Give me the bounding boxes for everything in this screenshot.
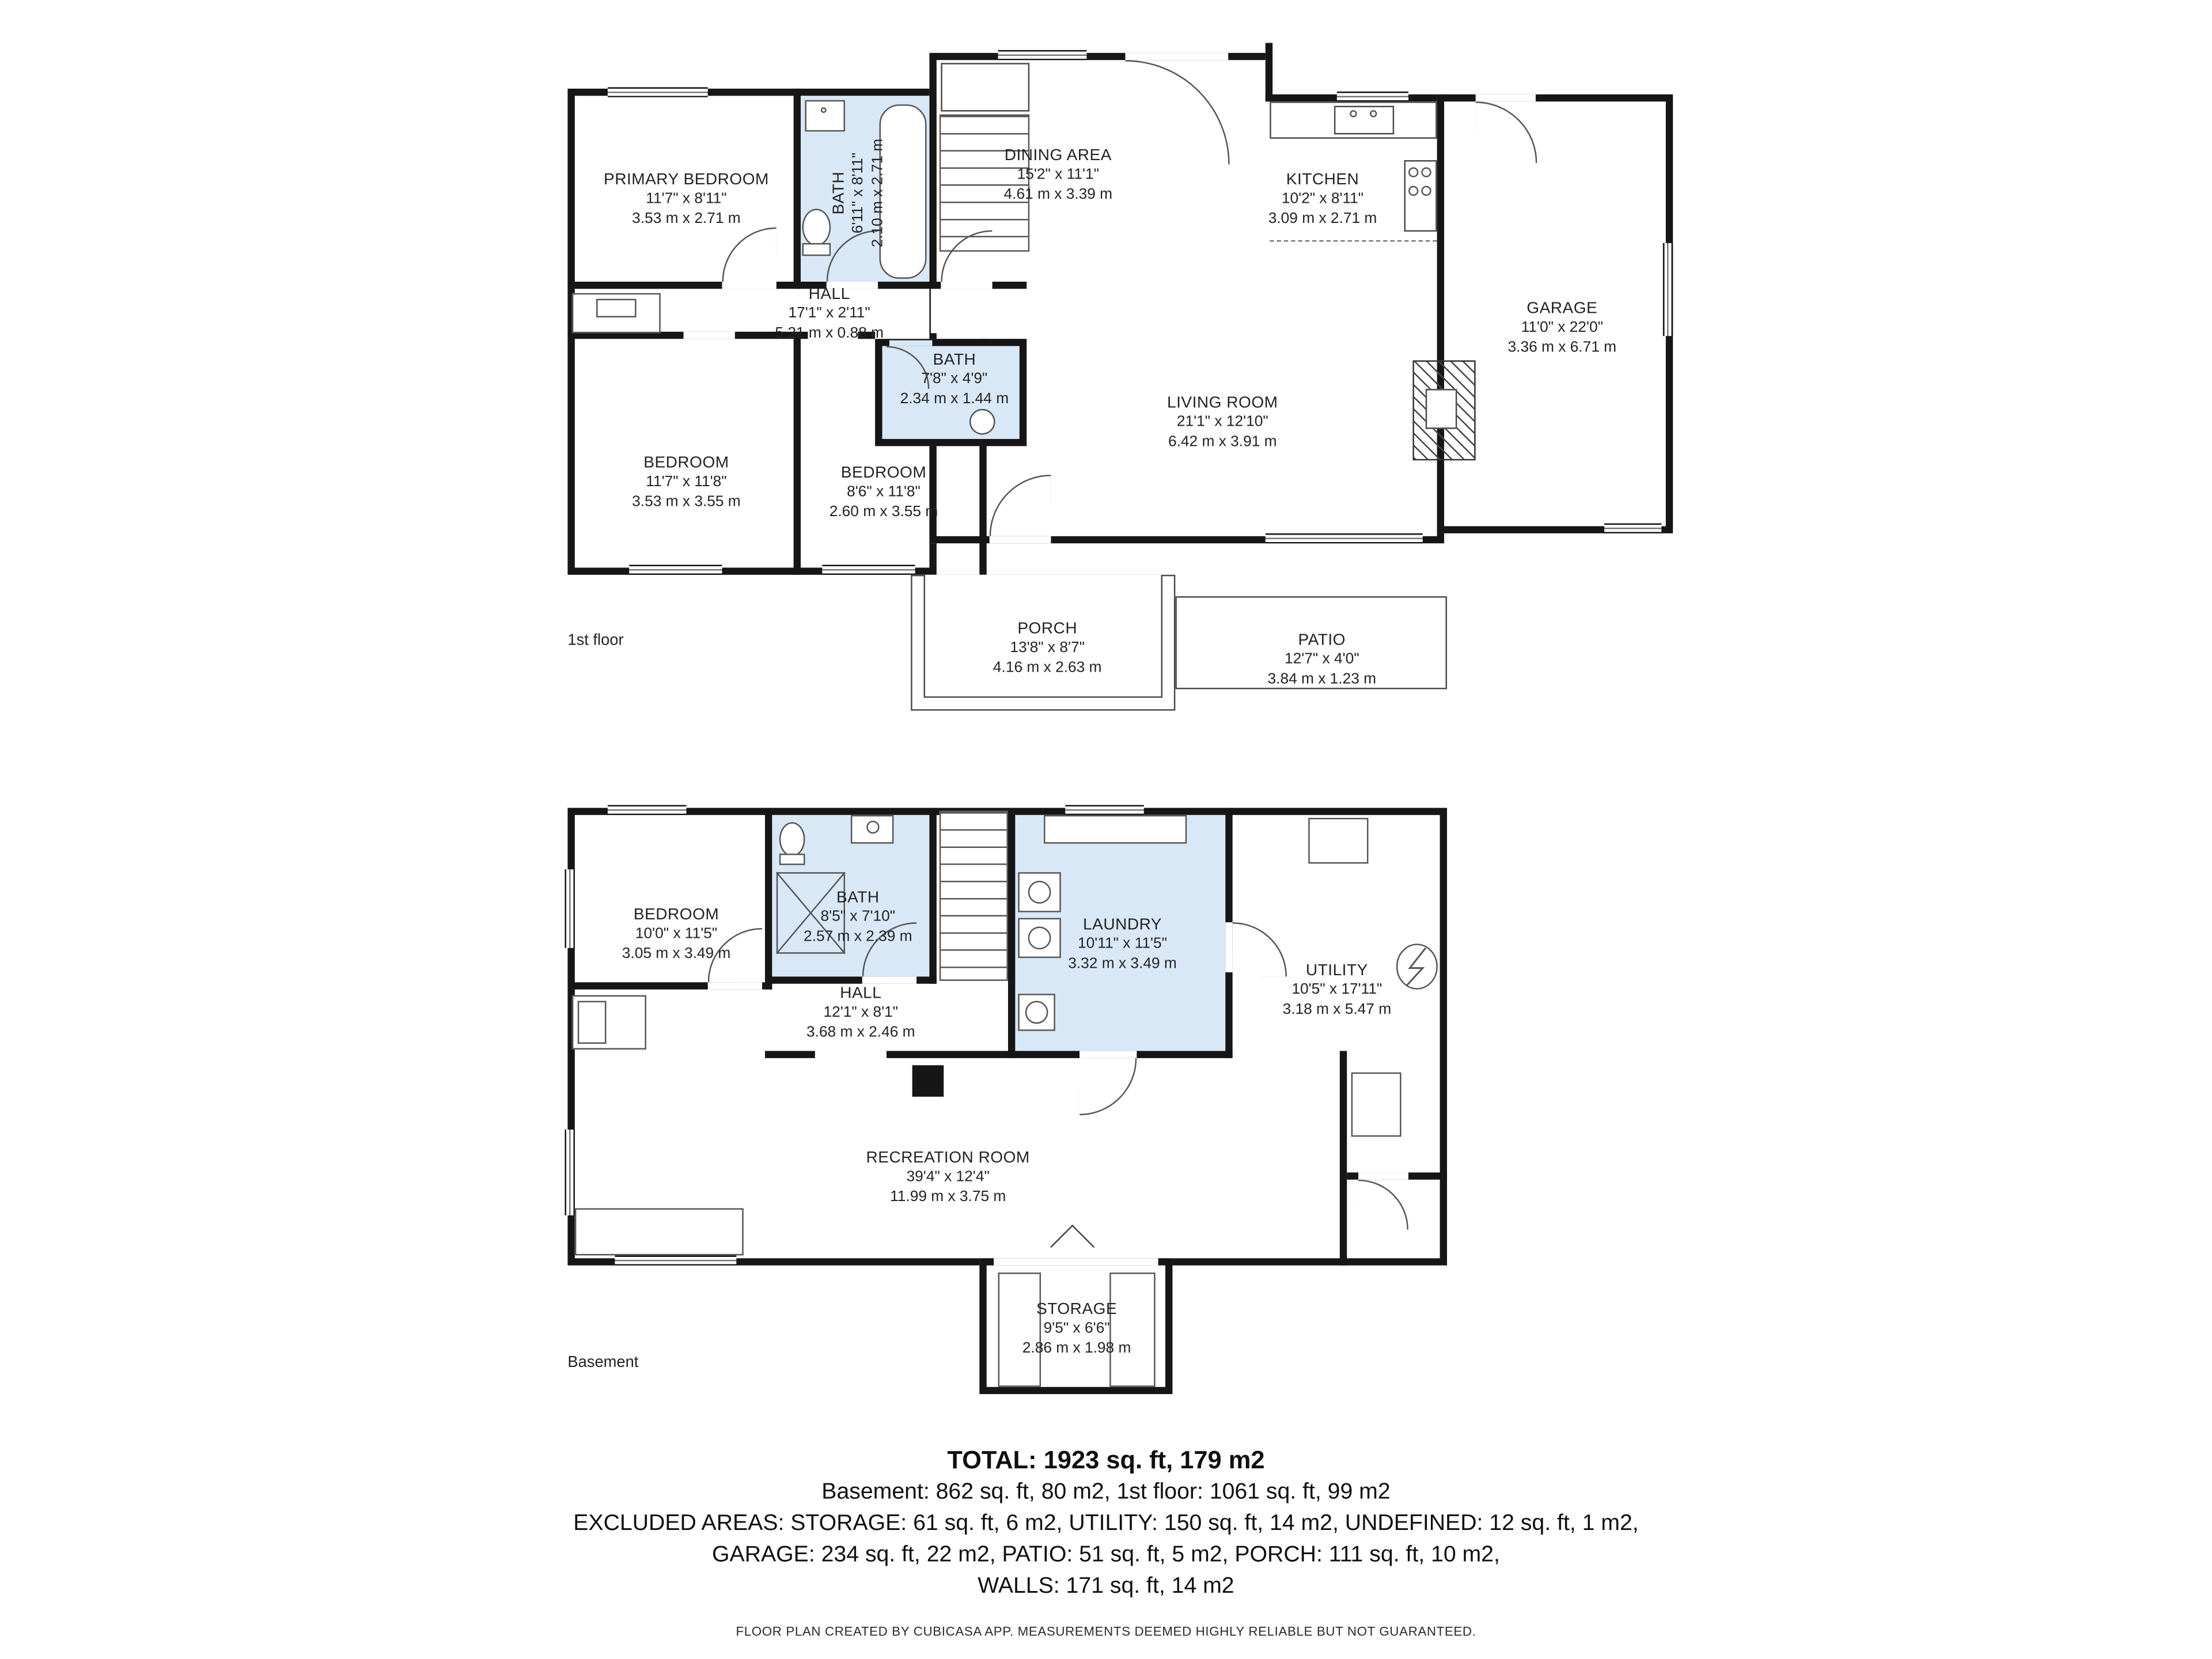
room-dims-imperial: 9'5" x 6'6"	[1043, 1320, 1110, 1338]
room-name: PRIMARY BEDROOM	[603, 171, 769, 189]
excluded-areas-line-1: EXCLUDED AREAS: STORAGE: 61 sq. ft, 6 m2, UTILITY: 150 sq. ft, 14 m2, UNDEFINED: 12 sq. ft, 1 m2,	[573, 1511, 1639, 1536]
room-label-utility	[1244, 963, 1430, 1020]
room-name: LAUNDRY	[1083, 916, 1162, 934]
room-name: HALL	[808, 286, 850, 304]
room-name: KITCHEN	[1286, 171, 1359, 189]
room-dims-metric: 2.86 m x 1.98 m	[1022, 1339, 1131, 1357]
walls-area-line: WALLS: 171 sq. ft, 14 m2	[978, 1574, 1234, 1599]
room-dims-metric: 3.32 m x 3.49 m	[1068, 955, 1177, 972]
room-name: BATH	[831, 171, 848, 215]
room-dims-imperial: 11'7" x 11'8"	[646, 474, 727, 491]
room-dims-imperial: 12'1" x 8'1"	[823, 1004, 899, 1022]
window-icon	[608, 805, 687, 815]
laundry-sink-basin	[1025, 1001, 1048, 1024]
room-label-bedroom	[576, 907, 777, 964]
rec-utility-wall	[1340, 1051, 1347, 1265]
room-name: GARAGE	[1527, 300, 1598, 318]
window-icon	[1065, 805, 1144, 815]
sofa-icon	[575, 1208, 744, 1255]
stairs-icon	[940, 810, 1008, 980]
window-icon	[615, 1255, 736, 1265]
room-label-recreation-room	[848, 1150, 1048, 1207]
room-name: BATH	[933, 351, 976, 369]
room-dims-imperial: 6'11" x 8'11"	[850, 152, 868, 234]
room-name: BEDROOM	[633, 906, 719, 924]
window-icon	[565, 1130, 574, 1215]
bath-door-gap	[862, 976, 916, 983]
room-name: DINING AREA	[1004, 147, 1112, 165]
utility-cabinet	[1308, 818, 1368, 863]
total-area-line: TOTAL: 1923 sq. ft, 179 m2	[947, 1445, 1265, 1475]
room-dims-imperial: 10'2" x 8'11"	[1281, 191, 1364, 208]
room-dims-imperial: 8'6" x 11'8"	[847, 483, 921, 501]
room-dims-imperial: 17'1" x 2'11"	[788, 305, 870, 323]
room-dims-metric: 2.57 m x 2.39 m	[804, 927, 912, 945]
room-name: UTILITY	[1305, 962, 1368, 980]
room-name: BEDROOM	[643, 454, 729, 472]
room-dims-metric: 5.21 m x 0.88 m	[775, 324, 884, 342]
excluded-areas-line-2: GARAGE: 234 sq. ft, 22 m2, PATIO: 51 sq. ft, 5 m2, PORCH: 111 sq. ft, 10 m2,	[712, 1543, 1500, 1567]
disclaimer-text: FLOOR PLAN CREATED BY CUBICASA APP. MEASUREMENTS DEEMED HIGHLY RELIABLE BUT NOT GUARANTEED.	[736, 1624, 1476, 1639]
room-dims-imperial: 15'2" x 11'1"	[1017, 166, 1099, 184]
room-dims-imperial: 11'7" x 8'11"	[646, 191, 727, 208]
small-room-door-gap	[1358, 1172, 1408, 1179]
washer-drum	[1028, 881, 1051, 904]
room-dims-metric: 3.53 m x 2.71 m	[632, 210, 741, 228]
toilet-tank	[779, 854, 805, 865]
room-name: LIVING ROOM	[1167, 395, 1278, 412]
room-dims-metric: 3.05 m x 3.49 m	[622, 945, 731, 963]
window-icon	[565, 869, 574, 948]
room-name: HALL	[840, 985, 882, 1003]
room-dims-imperial: 7'8" x 4'9"	[921, 370, 988, 388]
laundry-counter	[1044, 815, 1187, 844]
room-name: RECREATION ROOM	[866, 1149, 1030, 1167]
room-dims-metric: 2.60 m x 3.55 m	[829, 503, 938, 521]
room-dims-imperial: 13'8" x 8'7"	[1010, 639, 1085, 657]
room-dims-imperial: 12'7" x 4'0"	[1284, 651, 1359, 669]
room-name: BATH	[836, 889, 880, 907]
floor-tag-basement: Basement	[567, 1354, 639, 1372]
room-dims-metric: 3.84 m x 1.23 m	[1267, 670, 1377, 688]
bath-stairs-wall	[929, 808, 936, 983]
room-dims-imperial: 8'5" x 7'10"	[820, 908, 896, 926]
laundry-door-gap	[1080, 1051, 1137, 1058]
faucet-icon	[866, 821, 879, 834]
room-dims-metric: 6.42 m x 3.91 m	[1168, 433, 1277, 450]
area-summary	[0, 1444, 2212, 1603]
room-name: PORCH	[1017, 620, 1078, 638]
room-dims-metric: 3.18 m x 5.47 m	[1282, 1001, 1392, 1018]
room-label-hall	[761, 985, 961, 1043]
floor-tag-first: 1st floor	[567, 632, 624, 649]
room-dims-imperial: 10'11" x 11'5"	[1078, 935, 1167, 953]
hall-bottom-wall-right	[887, 1051, 1233, 1058]
room-dims-metric: 3.68 m x 2.46 m	[806, 1023, 915, 1041]
room-name: PATIO	[1298, 632, 1346, 649]
closet-shelf	[578, 1001, 607, 1044]
utility-equipment	[1351, 1073, 1402, 1137]
floor-areas-line: Basement: 862 sq. ft, 80 m2, 1st floor: 1061 sq. ft, 99 m2	[821, 1480, 1391, 1505]
room-dims-imperial: 39'4" x 12'4"	[906, 1168, 990, 1186]
room-dims-metric: 3.09 m x 2.71 m	[1268, 210, 1377, 228]
room-label-storage	[984, 1301, 1170, 1359]
utility-door-gap	[1225, 922, 1232, 972]
toilet-icon	[779, 822, 805, 857]
hall-bottom-wall-left	[765, 1051, 815, 1058]
room-dims-metric: 3.36 m x 6.71 m	[1508, 338, 1617, 356]
room-label-laundry	[1022, 916, 1223, 974]
room-dims-metric: 4.16 m x 2.63 m	[993, 658, 1102, 676]
room-dims-imperial: 10'5" x 17'11"	[1291, 981, 1382, 999]
room-dims-imperial: 11'0" x 22'0"	[1521, 319, 1603, 337]
room-dims-imperial: 21'1" x 12'10"	[1176, 414, 1268, 431]
room-dims-metric: 3.53 m x 3.55 m	[632, 493, 741, 510]
bedroom-door-gap	[708, 982, 762, 989]
room-name: BEDROOM	[840, 464, 927, 482]
room-dims-metric: 4.61 m x 3.39 m	[1003, 185, 1113, 203]
room-dims-metric: 11.99 m x 3.75 m	[890, 1188, 1006, 1206]
room-dims-metric: 2.10 m x 2.71 m	[869, 138, 887, 248]
room-dims-metric: 2.34 m x 1.44 m	[900, 390, 1009, 407]
room-name: STORAGE	[1036, 1301, 1118, 1319]
support-post	[912, 1065, 944, 1097]
room-dims-imperial: 10'0" x 11'5"	[635, 925, 718, 943]
stairs-laundry-wall	[1008, 808, 1015, 1058]
room-label-bath	[786, 889, 929, 947]
